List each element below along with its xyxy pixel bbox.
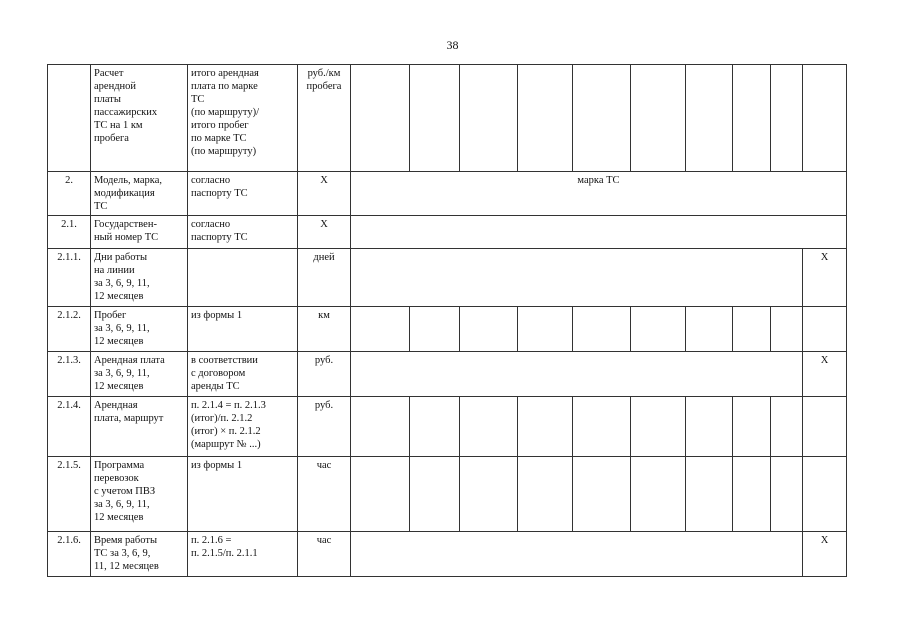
table-row (48, 397, 847, 457)
row-number: 2.1.3. (48, 352, 91, 397)
row-number: 2.1. (48, 216, 91, 249)
row-indicator: Время работы ТС за 3, 6, 9, 11, 12 месяцев (91, 532, 188, 577)
row-number: 2.1.6. (48, 532, 91, 577)
row-source (188, 249, 298, 307)
value-cell (686, 65, 733, 172)
value-cell (573, 65, 631, 172)
table-row (48, 65, 847, 172)
row-last-cell: Х (803, 352, 847, 397)
value-cell (771, 397, 803, 457)
table-row (48, 532, 847, 577)
row-unit: час (298, 457, 351, 532)
value-cell (410, 65, 460, 172)
row-indicator: Программа перевозок с учетом ПВЗ за 3, 6, 9, 11, 12 месяцев (91, 457, 188, 532)
value-cell (573, 307, 631, 352)
value-cell (733, 307, 771, 352)
row-indicator: Государствен- ный номер ТС (91, 216, 188, 249)
row-number: 2.1.4. (48, 397, 91, 457)
table-row (48, 307, 847, 352)
value-cell (410, 397, 460, 457)
page-number: 38 (446, 38, 459, 52)
value-cell (518, 397, 573, 457)
row-number (48, 65, 91, 172)
table-row (48, 249, 847, 307)
value-cell (351, 307, 410, 352)
value-cell (771, 307, 803, 352)
row-number: 2.1.5. (48, 457, 91, 532)
merged-value-cell (351, 352, 803, 397)
value-cell (631, 457, 686, 532)
value-cell (686, 397, 733, 457)
row-number: 2.1.2. (48, 307, 91, 352)
value-cell (803, 397, 847, 457)
value-cell (631, 397, 686, 457)
row-indicator: Арендная плата за 3, 6, 9, 11, 12 месяцев (91, 352, 188, 397)
row-source: п. 2.1.6 = п. 2.1.5/п. 2.1.1 (188, 532, 298, 577)
merged-value-cell (351, 532, 803, 577)
merged-value-cell (351, 249, 803, 307)
value-cell (410, 307, 460, 352)
merged-value-cell (351, 216, 847, 249)
value-cell (803, 457, 847, 532)
row-source: из формы 1 (188, 457, 298, 532)
row-unit: руб. (298, 352, 351, 397)
calculation-table (47, 64, 847, 577)
row-unit: дней (298, 249, 351, 307)
value-cell (686, 307, 733, 352)
value-cell (410, 457, 460, 532)
value-cell (771, 457, 803, 532)
row-source: согласно паспорту ТС (188, 216, 298, 249)
brand-value-cell: марка ТС (351, 172, 847, 216)
row-unit: час (298, 532, 351, 577)
table-row (48, 172, 847, 216)
table-row (48, 457, 847, 532)
value-cell (518, 307, 573, 352)
row-indicator: Расчет арендной платы пассажирских ТС на 1 км пробега (91, 65, 188, 172)
row-source: итого арендная плата по марке ТС (по маршруту)/ итого пробег по марке ТС (по маршруту) (188, 65, 298, 172)
value-cell (460, 397, 518, 457)
row-unit: км (298, 307, 351, 352)
value-cell (631, 65, 686, 172)
row-unit: руб. (298, 397, 351, 457)
value-cell (631, 307, 686, 352)
table-row (48, 352, 847, 397)
row-indicator: Арендная плата, маршрут (91, 397, 188, 457)
value-cell (460, 307, 518, 352)
value-cell (518, 65, 573, 172)
value-cell (733, 65, 771, 172)
value-cell (460, 457, 518, 532)
value-cell (803, 65, 847, 172)
row-unit: руб./км пробега (298, 65, 351, 172)
row-number: 2. (48, 172, 91, 216)
row-indicator: Пробег за 3, 6, 9, 11, 12 месяцев (91, 307, 188, 352)
value-cell (460, 65, 518, 172)
row-unit: Х (298, 172, 351, 216)
value-cell (518, 457, 573, 532)
row-indicator: Модель, марка, модификация ТС (91, 172, 188, 216)
value-cell (733, 457, 771, 532)
row-last-cell: Х (803, 532, 847, 577)
row-source: в соответствии с договором аренды ТС (188, 352, 298, 397)
row-number: 2.1.1. (48, 249, 91, 307)
value-cell (351, 397, 410, 457)
table-row (48, 216, 847, 249)
value-cell (351, 65, 410, 172)
row-source: согласно паспорту ТС (188, 172, 298, 216)
value-cell (733, 397, 771, 457)
row-source: п. 2.1.4 = п. 2.1.3 (итог)/п. 2.1.2 (итог) × п. 2.1.2 (маршрут № ...) (188, 397, 298, 457)
value-cell (573, 457, 631, 532)
row-last-cell: Х (803, 249, 847, 307)
value-cell (686, 457, 733, 532)
value-cell (573, 397, 631, 457)
value-cell (803, 307, 847, 352)
row-indicator: Дни работы на линии за 3, 6, 9, 11, 12 месяцев (91, 249, 188, 307)
row-source: из формы 1 (188, 307, 298, 352)
row-unit: Х (298, 216, 351, 249)
value-cell (771, 65, 803, 172)
value-cell (351, 457, 410, 532)
